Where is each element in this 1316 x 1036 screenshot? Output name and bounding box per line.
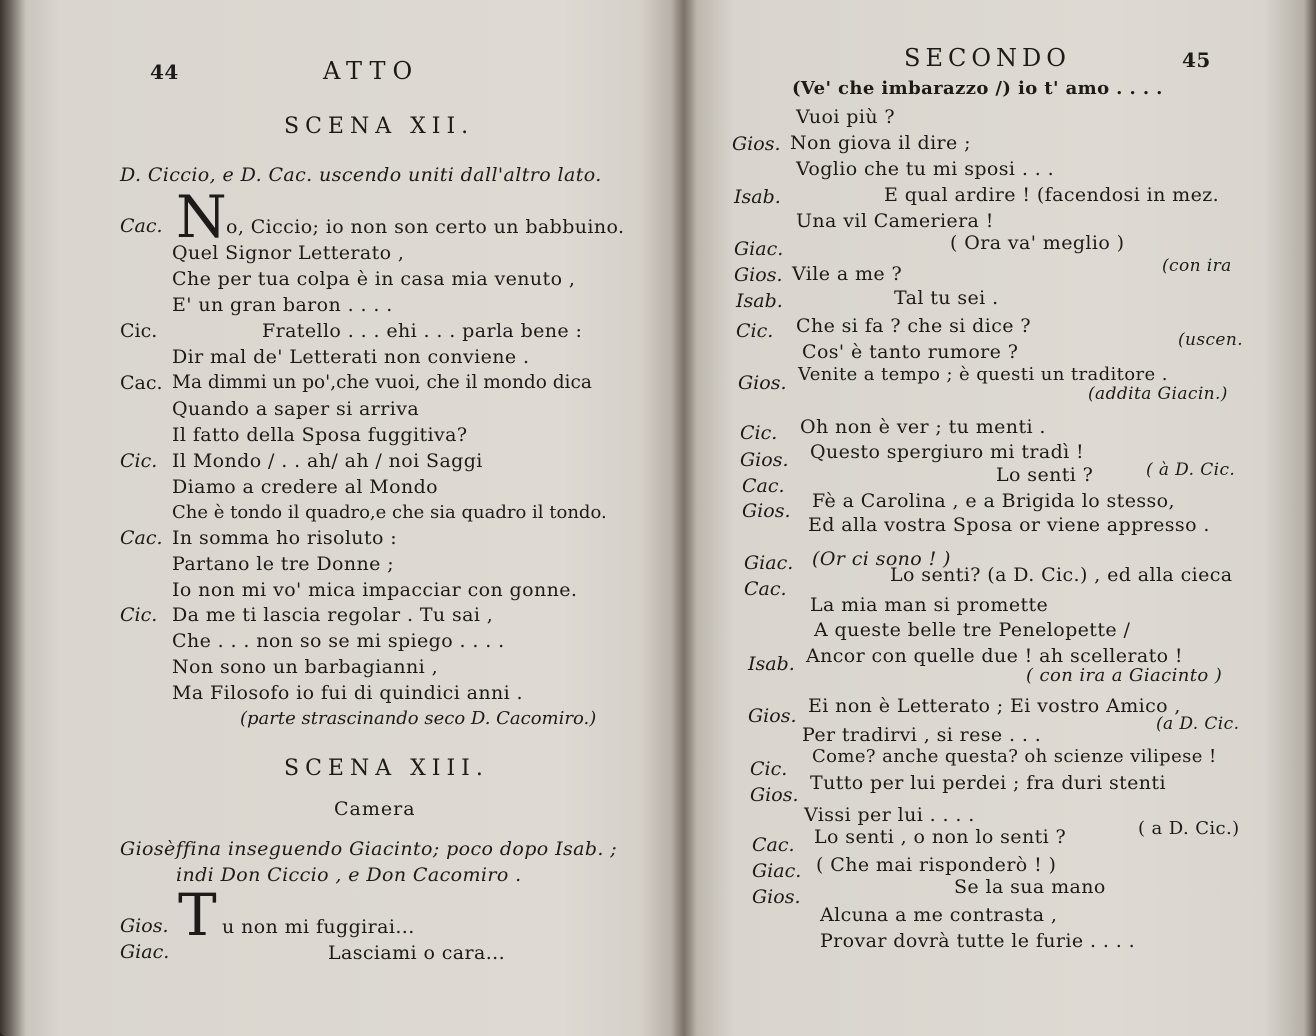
verse-line: A queste belle tre Penelopette / [814, 619, 1131, 641]
verse-line: Lasciami o cara... [328, 942, 506, 964]
speaker-label: Gios. [738, 372, 787, 394]
page-number: 45 [1182, 48, 1211, 72]
verse-line: o, Ciccio; io non son certo un babbuino. [226, 216, 625, 238]
speaker-label: Cac. [120, 372, 163, 394]
verse-line: Ed alla vostra Sposa or viene appresso . [808, 514, 1210, 536]
speaker-label: Giac. [744, 552, 794, 574]
speaker-label: Gios. [120, 915, 169, 937]
verse-line: Vissi per lui . . . . [804, 804, 975, 826]
verse-line: Se la sua mano [954, 876, 1106, 898]
speaker-label: Cic. [120, 604, 158, 626]
verse-line: E qual ardire ! (facendosi in mez. [884, 184, 1220, 206]
verse-line: In somma ho risoluto : [172, 527, 398, 549]
stage-direction: ( con ira a Giacinto ) [1026, 665, 1223, 686]
verse-line: Ma Filosofo io fui di quindici anni . [172, 682, 523, 704]
verse-line: Tal tu sei . [894, 287, 999, 309]
drop-capital: T [178, 881, 217, 949]
verse-line: Provar dovrà tutte le furie . . . . [820, 930, 1136, 952]
speaker-label: Gios. [750, 784, 799, 806]
stage-direction: (uscen. [1178, 330, 1244, 350]
verse-line: Vuoi più ? [796, 106, 895, 128]
verse-line: Come? anche questa? oh scienze vilipese ! [812, 746, 1217, 767]
drop-capital: N [176, 183, 227, 251]
speaker-label: Cic. [120, 320, 158, 342]
verse-line: E' un gran baron . . . . [172, 294, 393, 316]
verse-line: Che per tua colpa è in casa mia venuto , [172, 268, 576, 290]
verse-line: Questo spergiuro mi tradì ! [810, 441, 1085, 463]
verse-line: Non giova il dire ; [790, 132, 971, 154]
verse-line: u non mi fuggirai... [222, 916, 415, 938]
running-head: ATTO [323, 57, 420, 85]
stage-direction: (a D. Cic. [1156, 714, 1240, 734]
stage-direction: (con ira [1162, 256, 1232, 276]
verse-line: Che è tondo il quadro,e che sia quadro il tondo. [172, 502, 607, 523]
running-head: SECONDO [904, 44, 1071, 72]
scene-location: Camera [334, 798, 416, 820]
speaker-label: Cic. [736, 320, 774, 342]
speaker-label: Gios. [742, 500, 791, 522]
right-page [684, 0, 1316, 1036]
verse-line: Oh non è ver ; tu menti . [800, 416, 1046, 438]
speaker-label: Cac. [120, 527, 163, 549]
verse-line: Che si fa ? che si dice ? [796, 315, 1031, 337]
scene-title: SCENA XIII. [284, 756, 489, 781]
stage-direction: ( a D. Cic.) [1138, 818, 1240, 839]
verse-line: Che . . . non so se mi spiego . . . . [172, 630, 505, 652]
verse-line: Da me ti lascia regolar . Tu sai , [172, 604, 494, 626]
verse-line: Ma dimmi un po',che vuoi, che il mondo dica [172, 372, 592, 393]
stage-direction: ( à D. Cic. [1146, 460, 1236, 480]
verse-line: Fratello . . . ehi . . . parla bene : [262, 320, 583, 342]
verse-line: Per tradirvi , si rese . . . [802, 724, 1042, 746]
speaker-label: Giac. [752, 860, 802, 882]
verse-line: ( Che mai risponderò ! ) [816, 854, 1057, 876]
speaker-label: Giac. [734, 238, 784, 260]
speaker-label: Isab. [734, 186, 781, 208]
stage-direction: (parte strascinando seco D. Cacomiro.) [240, 708, 597, 729]
speaker-label: Cic. [120, 450, 158, 472]
speaker-label: Giac. [120, 941, 170, 963]
speaker-label: Cic. [740, 422, 778, 444]
stage-direction: D. Ciccio, e D. Cac. uscendo uniti dall'altro lato. [120, 164, 602, 186]
verse-line: Una vil Cameriera ! [796, 210, 994, 232]
speaker-label: Gios. [748, 705, 797, 727]
speaker-label: Cac. [752, 834, 795, 856]
verse-line: Fè a Carolina , e a Brigida lo stesso, [812, 490, 1175, 512]
verse-line: Il fatto della Sposa fuggitiva? [172, 424, 468, 446]
verse-line: Diamo a credere al Mondo [172, 476, 439, 498]
verse-line: La mia man si promette [810, 594, 1049, 616]
stage-direction: (addita Giacin.) [1088, 384, 1228, 404]
verse-line: Non sono un barbagianni , [172, 656, 439, 678]
speaker-label: Isab. [736, 290, 783, 312]
page-number: 44 [150, 60, 179, 84]
verse-line: Quel Signor Letterato , [172, 242, 405, 264]
verse-line: ( Ora va' meglio ) [950, 232, 1125, 254]
verse-line: Lo senti? (a D. Cic.) , ed alla cieca [890, 564, 1233, 586]
verse-line: Dir mal de' Letterati non conviene . [172, 346, 530, 368]
verse-line: Alcuna a me contrasta , [820, 904, 1058, 926]
speaker-label: Cic. [750, 758, 788, 780]
verse-line: Voglio che tu mi sposi . . . [796, 158, 1055, 180]
verse-line: Quando a saper si arriva [172, 398, 420, 420]
verse-line: Cos' è tanto rumore ? [802, 341, 1019, 363]
verse-line: Vile a me ? [792, 263, 903, 285]
verse-line: Io non mi vo' mica impacciar con gonne. [172, 579, 578, 601]
speaker-label: Gios. [752, 886, 801, 908]
verse-line: Il Mondo / . . ah/ ah / noi Saggi [172, 450, 483, 472]
stage-direction: Giosèffina inseguendo Giacinto; poco dopo Isab. ; [120, 838, 618, 860]
verse-line: Tutto per lui perdei ; fra duri stenti [810, 772, 1166, 794]
stage-direction: indi Don Ciccio , e Don Cacomiro . [176, 864, 522, 886]
book-gutter [672, 0, 696, 1036]
verse-line: Lo senti ? [996, 464, 1094, 486]
speaker-label: Cac. [744, 578, 787, 600]
verse-line: Venite a tempo ; è questi un traditore . [798, 364, 1168, 385]
verse-line: (Or ci sono ! ) [812, 548, 951, 570]
verse-line: (Ve' che imbarazzo /) io t' amo . . . . [792, 78, 1163, 99]
speaker-label: Gios. [740, 449, 789, 471]
speaker-label: Gios. [732, 133, 781, 155]
speaker-label: Cac. [742, 475, 785, 497]
verse-line: Ancor con quelle due ! ah scellerato ! [806, 645, 1183, 667]
verse-line: Ei non è Letterato ; Ei vostro Amico , [808, 695, 1181, 717]
speaker-label: Gios. [734, 264, 783, 286]
speaker-label: Isab. [748, 653, 795, 675]
scene-title: SCENA XII. [284, 114, 475, 139]
verse-line: Lo senti , o non lo senti ? [814, 826, 1067, 848]
speaker-label: Cac. [120, 215, 163, 237]
verse-line: Partano le tre Donne ; [172, 553, 395, 575]
